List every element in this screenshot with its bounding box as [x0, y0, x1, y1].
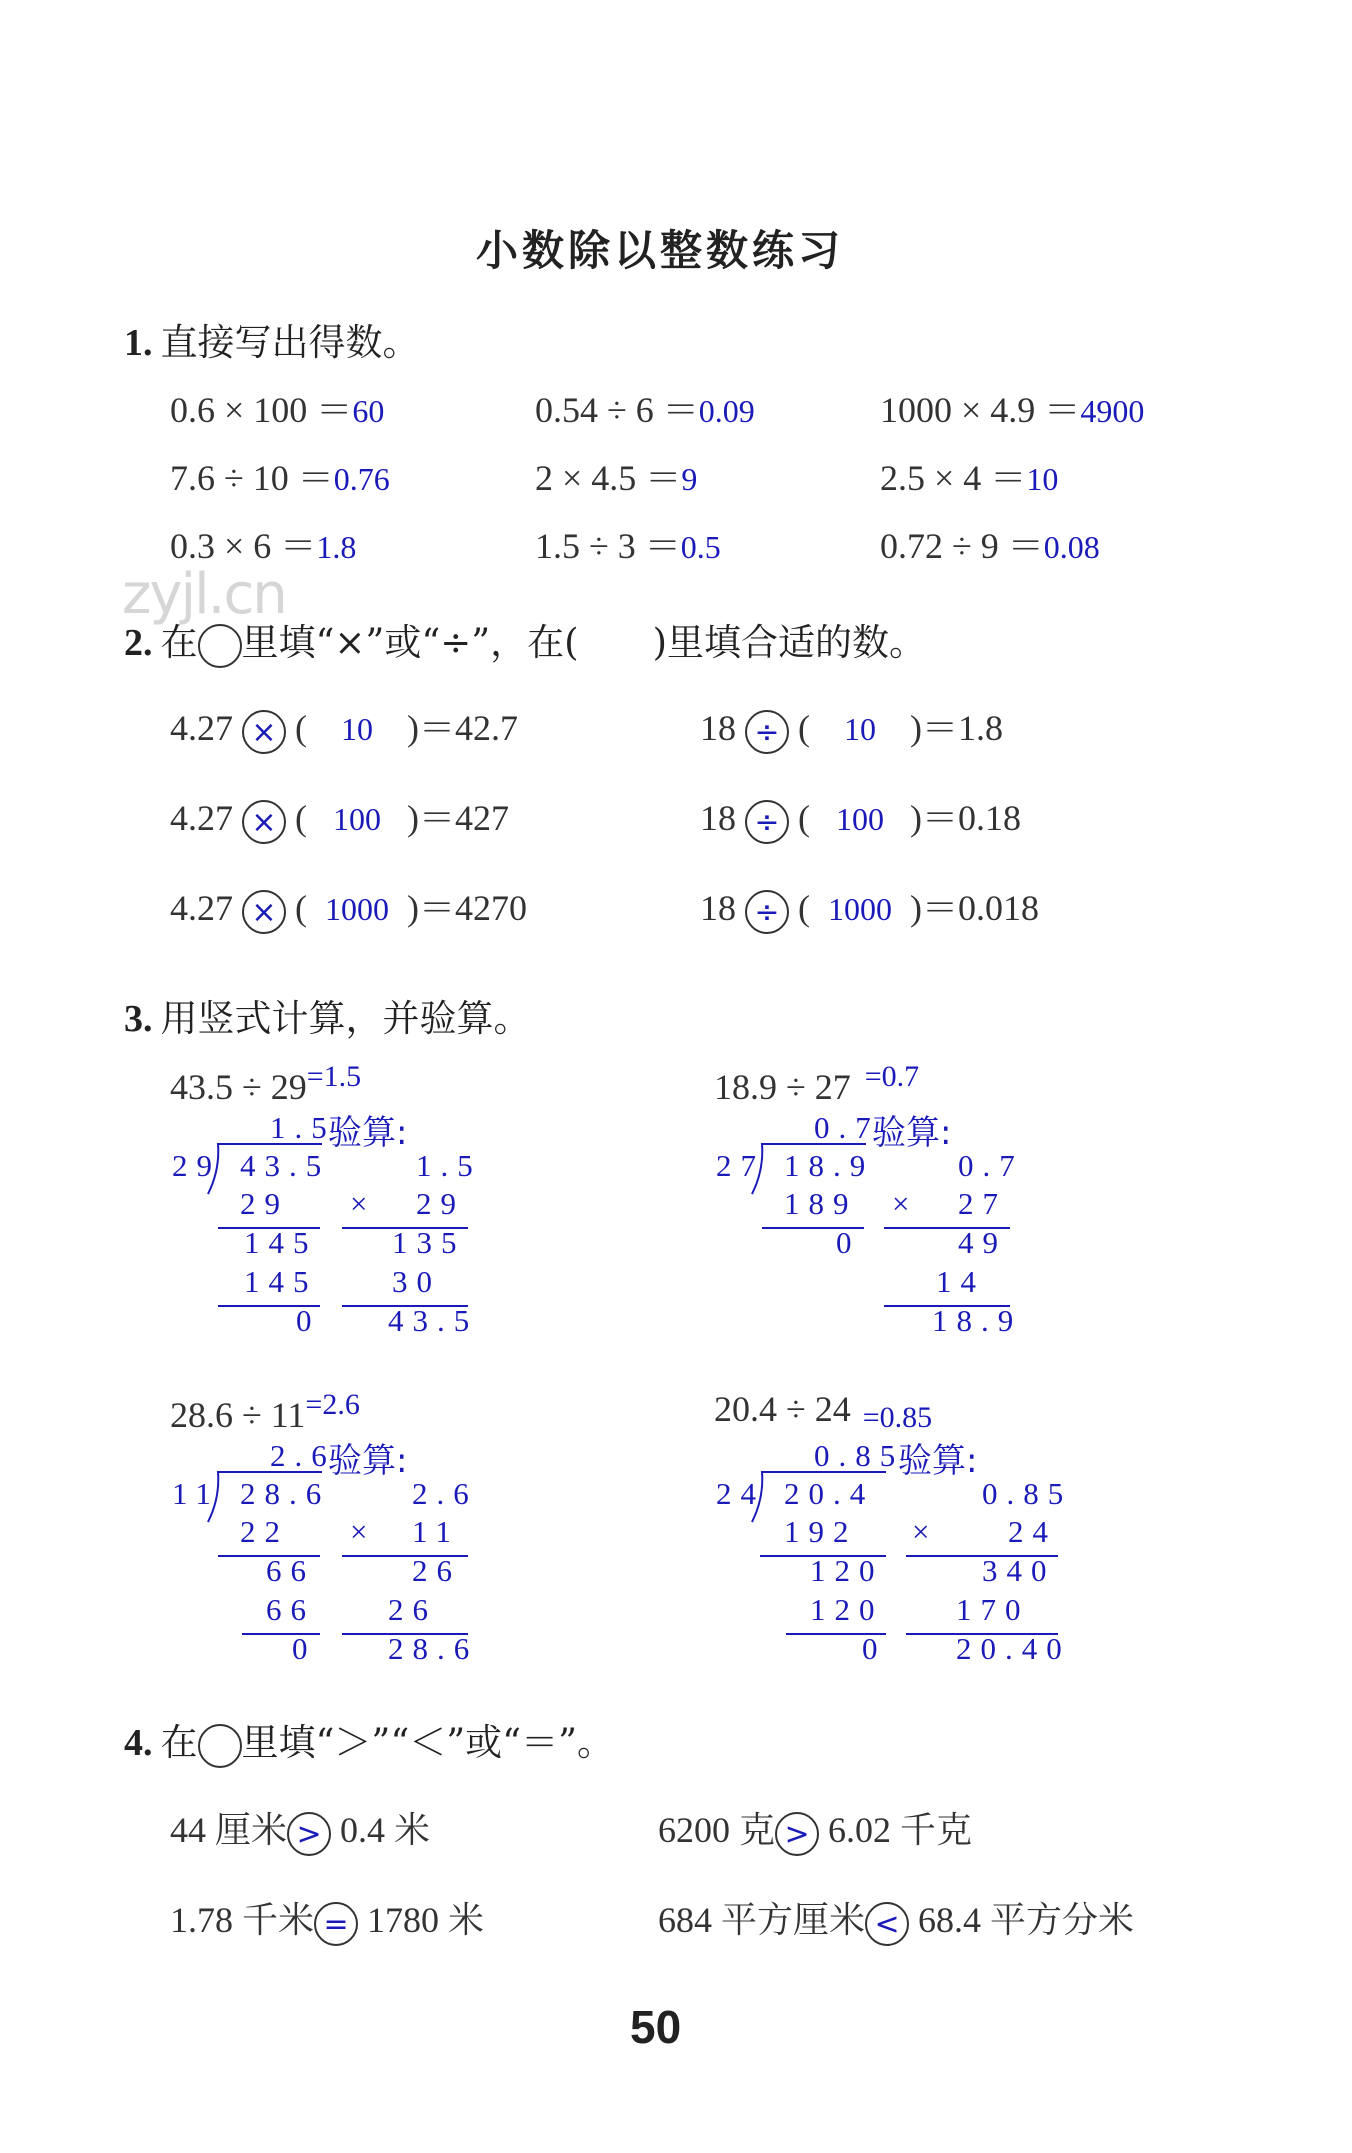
q4-item: 1.78 千米 = 1780 米	[170, 1892, 484, 1946]
empty-circle-icon	[198, 624, 242, 668]
q4-heading: 4. 在 里填“＞”“＜”或“＝”。	[124, 1712, 614, 1768]
check-value: 2.6	[412, 1476, 478, 1511]
compare-circle: >	[775, 1812, 819, 1856]
q2-item: 4.27 × ( 100 )＝427	[170, 790, 509, 844]
times-sign: ×	[350, 1514, 377, 1549]
q3-problem-expr: 20.4 ÷ 24 =0.85	[714, 1389, 933, 1434]
compare-circle: >	[287, 1812, 331, 1856]
check-value: 0.85	[982, 1476, 1073, 1511]
q2-item: 4.27 × ( 10 )＝42.7	[170, 700, 518, 754]
divide-circle: ÷	[745, 890, 789, 934]
dividend: 43.5	[240, 1148, 331, 1183]
check-value: 30	[392, 1264, 441, 1299]
check-value: 43.5	[388, 1303, 479, 1338]
q3-prompt: 用竖式计算，并验算。	[160, 997, 531, 1040]
quotient: 0.85	[814, 1438, 905, 1473]
q1-item: 0.72 ÷ 9 ＝0.08	[880, 526, 1100, 566]
quotient: 2.6	[270, 1438, 336, 1473]
check-label: 验算:	[328, 1113, 408, 1153]
q1-item: 0.3 × 6 ＝1.8	[170, 526, 357, 566]
check-value: 49	[958, 1225, 1007, 1260]
q1-item: 0.6 × 100 ＝60	[170, 390, 385, 430]
q4-number: 4.	[124, 1722, 153, 1764]
times-sign: ×	[892, 1186, 919, 1221]
check-value: 18.9	[932, 1303, 1023, 1338]
check-value: 0.7	[958, 1148, 1024, 1183]
q2-heading: 2. 在 里填“×”或“÷”，在( )里填合适的数。	[124, 612, 926, 668]
q3-number: 3.	[124, 998, 153, 1040]
q1-number: 1.	[124, 322, 153, 364]
step: 120	[810, 1592, 884, 1627]
step: 145	[244, 1264, 318, 1299]
q4-item: 684 平方厘米 < 68.4 平方分米	[658, 1892, 1134, 1946]
dividend: 18.9	[784, 1148, 875, 1183]
q1-item: 7.6 ÷ 10 ＝0.76	[170, 458, 390, 498]
times-circle: ×	[242, 890, 286, 934]
times-sign: ×	[350, 1186, 377, 1221]
compare-circle: <	[865, 1902, 909, 1946]
divisor: 11	[172, 1476, 220, 1511]
watermark: zyjl.cn	[122, 562, 286, 627]
times-sign: ×	[912, 1514, 939, 1549]
check-value: 340	[982, 1553, 1056, 1588]
q3-problem-expr: 18.9 ÷ 27 $^{=0.7}$	[714, 1060, 920, 1107]
step: 0	[292, 1631, 317, 1666]
page-number: 50	[630, 2001, 682, 2053]
step: 22	[240, 1514, 289, 1549]
step: 0	[296, 1303, 321, 1338]
check-label: 验算:	[898, 1441, 978, 1481]
q3-problem-expr: $43.5 \div 29^{=1.5}$	[170, 1060, 362, 1107]
step: 145	[244, 1225, 318, 1260]
q2-number: 2.	[124, 622, 153, 664]
check-value: 24	[1008, 1514, 1057, 1549]
check-label: 验算:	[872, 1113, 952, 1153]
page-title: 小数除以整数练习	[476, 226, 845, 275]
step: 29	[240, 1186, 289, 1221]
q1-item: 2 × 4.5 ＝9	[535, 458, 698, 498]
dividend: 20.4	[784, 1476, 875, 1511]
q1-item: 2.5 × 4 ＝10	[880, 458, 1059, 498]
check-value: 11	[412, 1514, 460, 1549]
q1-item: 0.54 ÷ 6 ＝0.09	[535, 390, 755, 430]
q1-prompt: 直接写出得数。	[160, 321, 420, 364]
check-value: 26	[388, 1592, 437, 1627]
check-value: 27	[958, 1186, 1007, 1221]
quotient: 0.7	[814, 1110, 880, 1145]
quotient: 1.5	[270, 1110, 336, 1145]
step: 120	[810, 1553, 884, 1588]
q1-item: 1.5 ÷ 3 ＝0.5	[535, 526, 721, 566]
divide-circle: ÷	[745, 710, 789, 754]
check-value: 14	[936, 1264, 985, 1299]
q2-item: 18 ÷ ( 100 )＝0.18	[700, 790, 1021, 844]
check-value: 170	[956, 1592, 1030, 1627]
times-circle: ×	[242, 710, 286, 754]
divisor: 24	[716, 1476, 765, 1511]
step: 0	[836, 1225, 861, 1260]
q2-item: 18 ÷ ( 1000 )＝0.018	[700, 880, 1039, 934]
check-value: 1.5	[416, 1148, 482, 1183]
q2-item: 4.27 × ( 1000 )＝4270	[170, 880, 527, 934]
empty-circle-icon	[198, 1724, 242, 1768]
dividend: 28.6	[240, 1476, 331, 1511]
step: 192	[784, 1514, 858, 1549]
check-label: 验算:	[328, 1441, 408, 1481]
check-value: 29	[416, 1186, 465, 1221]
step: 66	[266, 1553, 315, 1588]
q4-item: 6200 克 > 6.02 千克	[658, 1802, 972, 1856]
q3-problem-expr: $28.6 \div 11^{=2.6}$	[170, 1388, 360, 1435]
q2-item: 18 ÷ ( 10 )＝1.8	[700, 700, 1003, 754]
step: 66	[266, 1592, 315, 1627]
divisor: 29	[172, 1148, 221, 1183]
check-value: 26	[412, 1553, 461, 1588]
compare-circle: =	[314, 1902, 358, 1946]
q1-heading	[124, 312, 420, 366]
divisor: 27	[716, 1148, 765, 1183]
step: 189	[784, 1186, 858, 1221]
q3-heading	[124, 988, 531, 1042]
divide-circle: ÷	[745, 800, 789, 844]
q4-item: 44 厘米 > 0.4 米	[170, 1802, 430, 1856]
check-value: 20.40	[956, 1631, 1071, 1666]
step: 0	[862, 1631, 887, 1666]
check-value: 135	[392, 1225, 466, 1260]
times-circle: ×	[242, 800, 286, 844]
check-value: 28.6	[388, 1631, 479, 1666]
q1-item: 1000 × 4.9 ＝4900	[880, 390, 1145, 430]
